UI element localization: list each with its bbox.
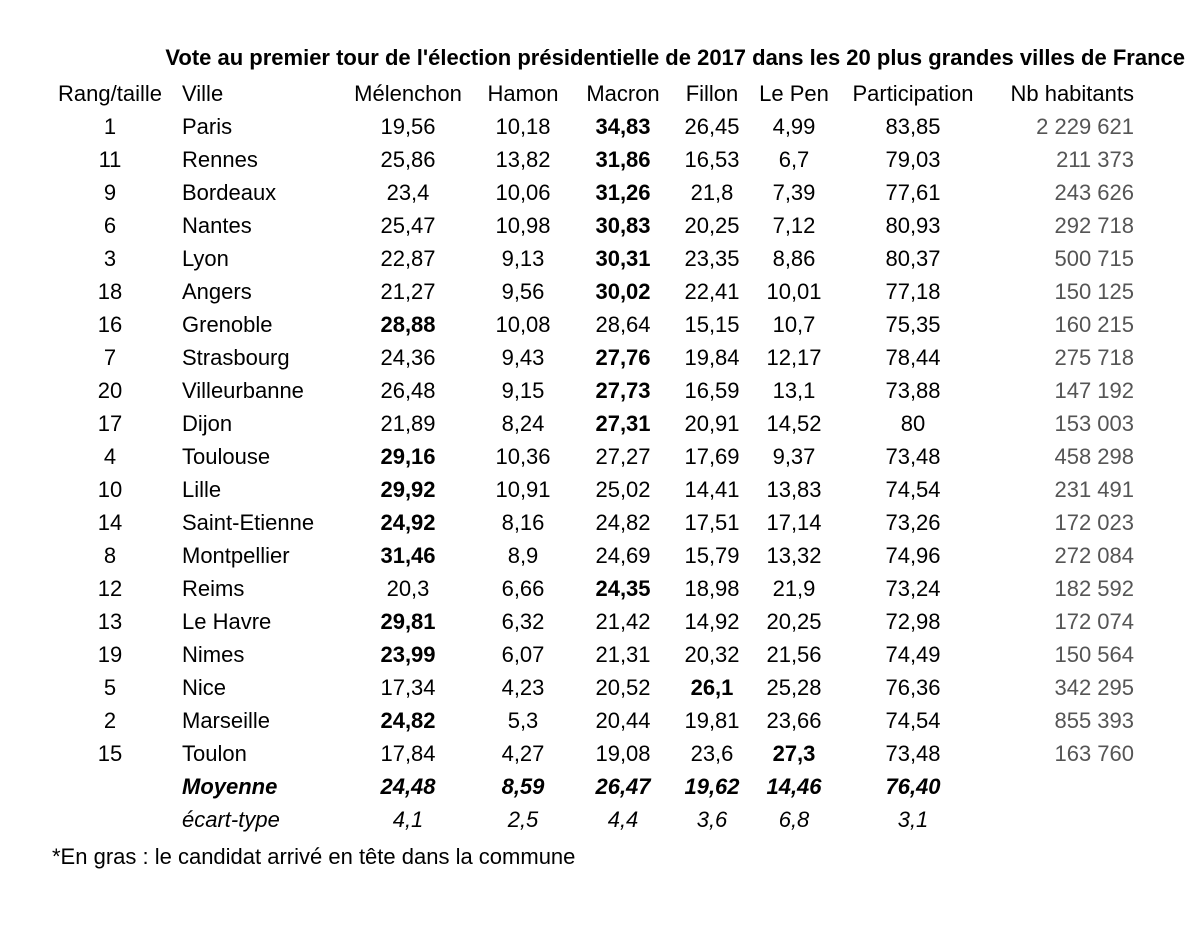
table-row xyxy=(46,374,1134,407)
footnote: *En gras : le candidat arrivé en tête dans la commune xyxy=(52,844,576,869)
cell-lepen: 4,99 xyxy=(772,114,816,139)
header-hamon: Hamon xyxy=(487,81,559,106)
cell-macron: 30,83 xyxy=(595,213,651,238)
cell-lepen: 7,39 xyxy=(772,180,816,205)
cell-fillon: 23,35 xyxy=(684,246,740,271)
table-row xyxy=(46,275,1134,308)
cell-summary-label: Moyenne xyxy=(182,774,278,799)
cell-fillon: 17,69 xyxy=(684,444,740,469)
cell-hamon: 8,24 xyxy=(501,411,545,436)
cell-participation: 74,49 xyxy=(885,642,941,667)
cell-participation: 80 xyxy=(900,411,926,436)
cell-habitants: 147 192 xyxy=(1054,378,1134,403)
cell-habitants: 150 125 xyxy=(1054,279,1134,304)
cell-habitants: 150 564 xyxy=(1054,642,1134,667)
cell-hamon: 9,56 xyxy=(501,279,545,304)
table-row xyxy=(46,605,1134,638)
cell-participation: 75,35 xyxy=(885,312,941,337)
cell-ville: Nice xyxy=(182,675,227,700)
cell-melenchon: 26,48 xyxy=(380,378,436,403)
cell-rang: 9 xyxy=(103,180,117,205)
cell-habitants: 211 373 xyxy=(1056,147,1134,172)
cell-fillon: 20,32 xyxy=(684,642,740,667)
header-ville: Ville xyxy=(182,81,224,106)
cell-macron: 27,27 xyxy=(595,444,651,469)
cell-melenchon: 21,27 xyxy=(380,279,436,304)
cell-hamon: 10,08 xyxy=(495,312,551,337)
cell-habitants: 500 715 xyxy=(1054,246,1134,271)
cell-rang: 11 xyxy=(98,147,122,172)
cell-hamon: 8,9 xyxy=(507,543,539,568)
cell-rang: 14 xyxy=(97,510,123,535)
cell-lepen: 10,01 xyxy=(766,279,822,304)
cell-lepen: 13,83 xyxy=(766,477,822,502)
cell-participation: 80,93 xyxy=(885,213,941,238)
cell-hamon: 9,15 xyxy=(501,378,545,403)
cell-participation: 78,44 xyxy=(885,345,941,370)
cell-ville: Montpellier xyxy=(182,543,290,568)
cell-habitants: 163 760 xyxy=(1054,741,1134,766)
cell-macron: 24,69 xyxy=(595,543,651,568)
cell-hamon: 4,23 xyxy=(501,675,545,700)
cell-summary-melenchon: 4,1 xyxy=(392,807,424,832)
cell-fillon: 26,1 xyxy=(690,675,734,700)
cell-lepen: 27,3 xyxy=(772,741,816,766)
cell-habitants: 160 215 xyxy=(1054,312,1134,337)
cell-macron: 20,52 xyxy=(595,675,651,700)
cell-lepen: 7,12 xyxy=(772,213,816,238)
table-summary xyxy=(46,770,1134,836)
cell-lepen: 21,56 xyxy=(766,642,822,667)
cell-habitants: 272 084 xyxy=(1054,543,1134,568)
cell-melenchon: 17,34 xyxy=(380,675,436,700)
cell-habitants: 153 003 xyxy=(1054,411,1134,436)
table-row xyxy=(46,539,1134,572)
cell-melenchon: 20,3 xyxy=(386,576,430,601)
cell-macron: 27,31 xyxy=(595,411,651,436)
cell-habitants: 275 718 xyxy=(1054,345,1134,370)
cell-ville: Villeurbanne xyxy=(182,378,304,403)
cell-rang: 1 xyxy=(103,114,117,139)
cell-hamon: 8,16 xyxy=(501,510,545,535)
cell-macron: 31,26 xyxy=(595,180,651,205)
cell-ville: Lille xyxy=(182,477,222,502)
cell-summary-lepen: 6,8 xyxy=(778,807,810,832)
cell-lepen: 17,14 xyxy=(766,510,822,535)
cell-participation: 74,96 xyxy=(885,543,941,568)
cell-ville: Toulon xyxy=(182,741,247,766)
cell-participation: 73,26 xyxy=(885,510,941,535)
cell-macron: 25,02 xyxy=(595,477,651,502)
cell-ville: Le Havre xyxy=(182,609,272,634)
cell-summary-melenchon: 24,48 xyxy=(380,774,436,799)
cell-habitants: 231 491 xyxy=(1054,477,1134,502)
cell-habitants: 342 295 xyxy=(1054,675,1134,700)
cell-participation: 73,88 xyxy=(885,378,941,403)
table-row xyxy=(46,737,1134,770)
cell-melenchon: 28,88 xyxy=(380,312,436,337)
cell-fillon: 16,53 xyxy=(684,147,740,172)
cell-summary-label: écart-type xyxy=(182,807,280,832)
header-rang: Rang/taille xyxy=(58,81,162,106)
table-row xyxy=(46,473,1134,506)
header-lepen: Le Pen xyxy=(759,81,829,106)
cell-rang: 10 xyxy=(97,477,123,502)
cell-melenchon: 23,99 xyxy=(380,642,436,667)
cell-melenchon: 24,36 xyxy=(380,345,436,370)
cell-lepen: 10,7 xyxy=(772,312,816,337)
cell-fillon: 16,59 xyxy=(684,378,740,403)
cell-lepen: 12,17 xyxy=(766,345,822,370)
cell-habitants: 172 023 xyxy=(1054,510,1134,535)
cell-melenchon: 17,84 xyxy=(380,741,436,766)
table-row xyxy=(46,506,1134,539)
cell-melenchon: 24,92 xyxy=(380,510,436,535)
cell-participation: 77,18 xyxy=(885,279,941,304)
cell-lepen: 8,86 xyxy=(772,246,816,271)
cell-lepen: 6,7 xyxy=(778,147,810,172)
results-table xyxy=(46,77,1134,836)
cell-summary-macron: 26,47 xyxy=(595,774,651,799)
cell-hamon: 10,36 xyxy=(495,444,551,469)
cell-lepen: 14,52 xyxy=(766,411,822,436)
cell-fillon: 20,91 xyxy=(684,411,740,436)
cell-ville: Nimes xyxy=(182,642,245,667)
cell-lepen: 13,1 xyxy=(772,378,816,403)
cell-rang: 4 xyxy=(103,444,117,469)
table-row xyxy=(46,572,1134,605)
cell-lepen: 9,37 xyxy=(772,444,816,469)
cell-rang: 12 xyxy=(97,576,123,601)
cell-participation: 77,61 xyxy=(885,180,941,205)
cell-macron: 24,35 xyxy=(595,576,651,601)
header-macron: Macron xyxy=(586,81,660,106)
cell-hamon: 6,66 xyxy=(501,576,545,601)
cell-ville: Reims xyxy=(182,576,245,601)
cell-participation: 73,24 xyxy=(885,576,941,601)
cell-hamon: 10,91 xyxy=(495,477,551,502)
cell-empty xyxy=(46,770,174,803)
cell-fillon: 23,6 xyxy=(690,741,734,766)
cell-rang: 16 xyxy=(97,312,123,337)
cell-macron: 34,83 xyxy=(595,114,651,139)
table-row xyxy=(46,209,1134,242)
cell-ville: Strasbourg xyxy=(182,345,290,370)
cell-participation: 76,36 xyxy=(885,675,941,700)
table-row xyxy=(46,308,1134,341)
cell-fillon: 14,41 xyxy=(684,477,740,502)
table-row xyxy=(46,638,1134,671)
cell-ville: Grenoble xyxy=(182,312,273,337)
cell-hamon: 4,27 xyxy=(501,741,545,766)
table-row xyxy=(46,110,1134,143)
cell-rang: 8 xyxy=(103,543,117,568)
cell-ville: Bordeaux xyxy=(182,180,277,205)
table-row xyxy=(46,440,1134,473)
cell-habitants: 243 626 xyxy=(1054,180,1134,205)
cell-ville: Rennes xyxy=(182,147,258,172)
cell-macron: 27,73 xyxy=(595,378,651,403)
cell-fillon: 21,8 xyxy=(690,180,734,205)
cell-habitants: 182 592 xyxy=(1054,576,1134,601)
cell-summary-participation: 76,40 xyxy=(885,774,941,799)
cell-habitants: 172 074 xyxy=(1054,609,1134,634)
table-header-row xyxy=(46,77,1134,110)
cell-habitants: 292 718 xyxy=(1054,213,1134,238)
table-row xyxy=(46,704,1134,737)
cell-ville: Saint-Etienne xyxy=(182,510,315,535)
cell-macron: 27,76 xyxy=(595,345,651,370)
cell-rang: 2 xyxy=(103,708,117,733)
cell-rang: 19 xyxy=(97,642,123,667)
cell-summary-fillon: 3,6 xyxy=(696,807,728,832)
cell-hamon: 10,98 xyxy=(495,213,551,238)
cell-participation: 72,98 xyxy=(885,609,941,634)
cell-fillon: 19,84 xyxy=(684,345,740,370)
cell-ville: Nantes xyxy=(182,213,252,238)
cell-hamon: 10,06 xyxy=(495,180,551,205)
cell-rang: 6 xyxy=(103,213,117,238)
cell-hamon: 13,82 xyxy=(495,147,551,172)
cell-macron: 21,42 xyxy=(595,609,651,634)
cell-fillon: 14,92 xyxy=(684,609,740,634)
cell-fillon: 15,79 xyxy=(684,543,740,568)
cell-fillon: 26,45 xyxy=(684,114,740,139)
header-participation: Participation xyxy=(852,81,974,106)
table-row xyxy=(46,407,1134,440)
cell-lepen: 25,28 xyxy=(766,675,822,700)
cell-melenchon: 29,16 xyxy=(380,444,436,469)
cell-rang: 7 xyxy=(103,345,117,370)
cell-habitants: 855 393 xyxy=(1054,708,1134,733)
cell-melenchon: 29,92 xyxy=(380,477,436,502)
cell-fillon: 15,15 xyxy=(684,312,740,337)
cell-macron: 24,82 xyxy=(595,510,651,535)
table-row xyxy=(46,341,1134,374)
cell-ville: Angers xyxy=(182,279,252,304)
cell-participation: 74,54 xyxy=(885,708,941,733)
cell-hamon: 10,18 xyxy=(495,114,551,139)
cell-habitants: 2 229 621 xyxy=(1036,114,1134,139)
cell-melenchon: 29,81 xyxy=(380,609,436,634)
cell-macron: 30,31 xyxy=(595,246,651,271)
cell-macron: 21,31 xyxy=(595,642,651,667)
cell-rang: 15 xyxy=(97,741,123,766)
cell-hamon: 6,32 xyxy=(501,609,545,634)
cell-rang: 3 xyxy=(103,246,117,271)
cell-rang: 18 xyxy=(97,279,123,304)
cell-fillon: 20,25 xyxy=(684,213,740,238)
cell-fillon: 19,81 xyxy=(684,708,740,733)
cell-summary-hamon: 8,59 xyxy=(501,774,545,799)
stddev-row xyxy=(46,803,1134,836)
cell-participation: 74,54 xyxy=(885,477,941,502)
table-body xyxy=(46,110,1134,770)
cell-empty xyxy=(988,803,1134,836)
cell-ville: Dijon xyxy=(182,411,233,436)
cell-melenchon: 23,4 xyxy=(386,180,430,205)
cell-rang: 5 xyxy=(103,675,117,700)
cell-macron: 30,02 xyxy=(595,279,651,304)
cell-melenchon: 21,89 xyxy=(380,411,436,436)
table-row xyxy=(46,242,1134,275)
cell-melenchon: 19,56 xyxy=(380,114,436,139)
cell-macron: 20,44 xyxy=(595,708,651,733)
cell-lepen: 23,66 xyxy=(766,708,822,733)
cell-participation: 79,03 xyxy=(885,147,941,172)
cell-macron: 28,64 xyxy=(595,312,651,337)
header-melenchon: Mélenchon xyxy=(354,81,462,106)
table-row xyxy=(46,176,1134,209)
header-fillon: Fillon xyxy=(685,81,739,106)
mean-row xyxy=(46,770,1134,803)
cell-hamon: 5,3 xyxy=(507,708,539,733)
cell-fillon: 17,51 xyxy=(684,510,740,535)
cell-hamon: 6,07 xyxy=(501,642,545,667)
cell-summary-hamon: 2,5 xyxy=(507,807,539,832)
cell-empty xyxy=(46,803,174,836)
cell-summary-participation: 3,1 xyxy=(897,807,929,832)
cell-participation: 80,37 xyxy=(885,246,941,271)
cell-summary-lepen: 14,46 xyxy=(766,774,822,799)
cell-hamon: 9,43 xyxy=(501,345,545,370)
cell-empty xyxy=(988,770,1134,803)
cell-melenchon: 24,82 xyxy=(380,708,436,733)
cell-rang: 20 xyxy=(97,378,123,403)
cell-participation: 73,48 xyxy=(885,444,941,469)
chart-title: Vote au premier tour de l'élection présidentielle de 2017 dans les 20 plus grandes villes de France xyxy=(165,45,1185,70)
cell-lepen: 20,25 xyxy=(766,609,822,634)
cell-melenchon: 31,46 xyxy=(380,543,436,568)
table-row xyxy=(46,671,1134,704)
cell-fillon: 22,41 xyxy=(684,279,740,304)
cell-hamon: 9,13 xyxy=(501,246,545,271)
cell-rang: 13 xyxy=(97,609,123,634)
cell-melenchon: 22,87 xyxy=(380,246,436,271)
cell-fillon: 18,98 xyxy=(684,576,740,601)
cell-habitants: 458 298 xyxy=(1054,444,1134,469)
table-row xyxy=(46,143,1134,176)
cell-ville: Marseille xyxy=(182,708,271,733)
cell-macron: 19,08 xyxy=(595,741,651,766)
cell-ville: Lyon xyxy=(182,246,229,271)
cell-melenchon: 25,86 xyxy=(380,147,436,172)
header-habitants: Nb habitants xyxy=(1010,81,1134,106)
cell-ville: Paris xyxy=(182,114,233,139)
cell-summary-macron: 4,4 xyxy=(607,807,639,832)
cell-lepen: 13,32 xyxy=(766,543,822,568)
cell-ville: Toulouse xyxy=(182,444,271,469)
cell-participation: 83,85 xyxy=(885,114,941,139)
cell-rang: 17 xyxy=(97,411,123,436)
cell-melenchon: 25,47 xyxy=(380,213,436,238)
cell-lepen: 21,9 xyxy=(772,576,816,601)
cell-summary-fillon: 19,62 xyxy=(684,774,740,799)
cell-participation: 73,48 xyxy=(885,741,941,766)
cell-macron: 31,86 xyxy=(595,147,651,172)
